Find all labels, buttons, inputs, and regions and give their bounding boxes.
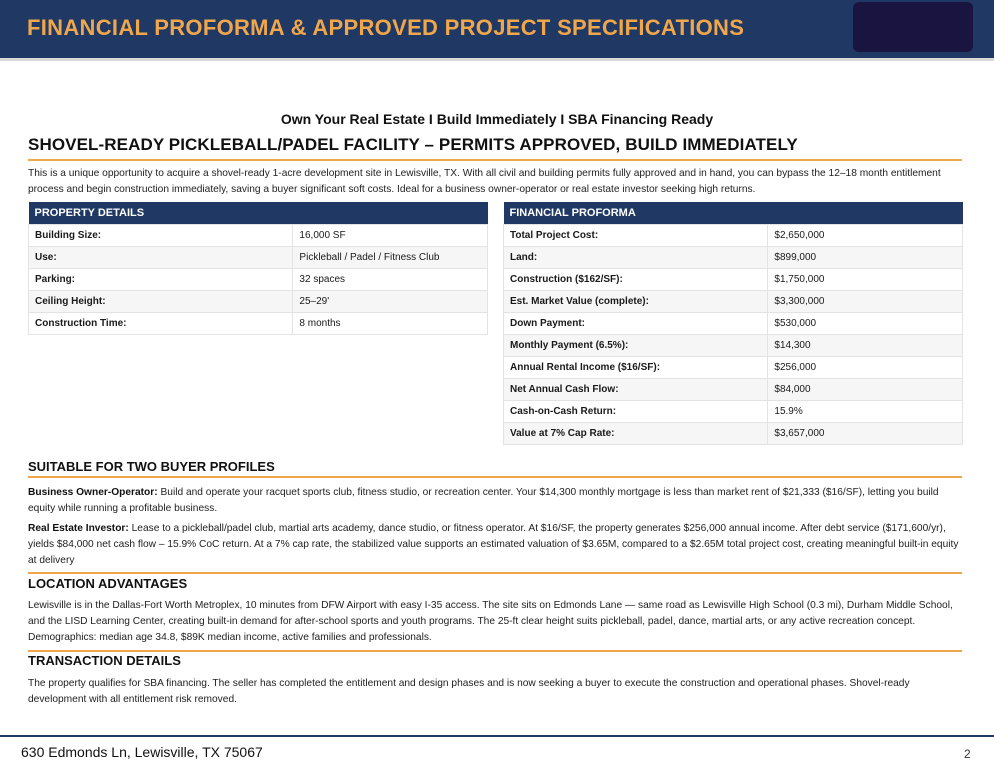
table-row <box>29 291 488 313</box>
location-paragraph: Lewisville is in the Dallas-Fort Worth Metroplex, 10 minutes from DFW Airport with easy I-35 access. The site sits on Edmonds Lane — same road as Lewisville High School (0.3 mi), Durham Middle School, and the LISD Learning Center, creating built-in demand for after-school sports and youth programs. The 25-ft clear height suits pickleball, padel, dance, martial arts, or any active recreation concept. Demographics: median age 34.8, $89K median income, active families and professionals. <box>28 600 953 643</box>
row-value: 25–29' <box>293 291 488 313</box>
investor-text: Lease to a pickleball/padel club, martial arts academy, dance studio, or fitness operator. At $16/SF, the property generates $256,000 annual income. After debt service ($171,600/yr), yields $84,000 net cash flow – 15.9% CoC return. At a 7% cap rate, the stabilized value supports an estimated valuation of $3.65M, compared to a $2.65M total project cost, creating meaningful built-in equity at delivery <box>28 523 959 566</box>
row-label: Est. Market Value (complete): <box>504 291 768 313</box>
row-value: Pickleball / Padel / Fitness Club <box>293 247 488 269</box>
investor-label: Real Estate Investor: <box>28 523 129 534</box>
divider <box>28 650 962 652</box>
table-row <box>504 423 963 445</box>
table-row <box>504 247 963 269</box>
page-number: 2 <box>964 747 971 761</box>
section-title-transaction: TRANSACTION DETAILS <box>28 653 181 668</box>
footer-divider <box>0 735 994 737</box>
row-label: Ceiling Height: <box>29 291 293 313</box>
tagline: Own Your Real Estate I Build Immediately I SBA Financing Ready <box>280 111 714 127</box>
table-row <box>29 247 488 269</box>
table-header: PROPERTY DETAILS <box>29 202 488 225</box>
row-value: $530,000 <box>768 313 963 335</box>
row-value: $1,750,000 <box>768 269 963 291</box>
section-title-buyer-profiles: SUITABLE FOR TWO BUYER PROFILES <box>28 459 275 474</box>
row-value: $3,657,000 <box>768 423 963 445</box>
row-label: Net Annual Cash Flow: <box>504 379 768 401</box>
owner-operator-paragraph <box>28 485 960 517</box>
divider <box>28 476 962 478</box>
section-title-location: LOCATION ADVANTAGES <box>28 576 188 591</box>
financial-proforma-table <box>503 202 963 445</box>
row-label: Parking: <box>29 269 293 291</box>
row-label: Total Project Cost: <box>504 225 768 247</box>
intro-paragraph: This is a unique opportunity to acquire a shovel-ready 1-acre development site in Lewisville, TX. With all civil and building permits fully approved and in hand, you can bypass the 12–18 month entitlement process and begin construction immediately, saving a buyer significant soft costs. Ideal for a business owner-operator or real estate investor seeking high returns. <box>28 168 941 195</box>
table-row <box>29 313 488 335</box>
row-label: Value at 7% Cap Rate: <box>504 423 768 445</box>
property-details-table <box>28 202 488 335</box>
row-value: 15.9% <box>768 401 963 423</box>
transaction-paragraph: The property qualifies for SBA financing. The seller has completed the entitlement and design phases and is now seeking a buyer to execute the construction and operational phases. Shovel-ready development with all entitlement risk removed. <box>28 678 910 705</box>
row-label: Land: <box>504 247 768 269</box>
footer-address: 630 Edmonds Ln, Lewisville, TX 75067 <box>21 744 263 760</box>
header-bar <box>0 0 994 58</box>
table-row <box>504 313 963 335</box>
row-value: 32 spaces <box>293 269 488 291</box>
row-value: $256,000 <box>768 357 963 379</box>
row-label: Down Payment: <box>504 313 768 335</box>
owner-operator-text: Build and operate your racquet sports club, fitness studio, or recreation center. Your $14,300 monthly mortgage is less than market rent of $21,333 ($16/SF), letting you build equity while running a profitable business. <box>28 487 939 514</box>
header-divider <box>0 58 994 61</box>
row-label: Annual Rental Income ($16/SF): <box>504 357 768 379</box>
table-row <box>29 269 488 291</box>
table-row <box>504 225 963 247</box>
row-label: Monthly Payment (6.5%): <box>504 335 768 357</box>
row-value: $899,000 <box>768 247 963 269</box>
divider <box>28 572 962 574</box>
row-value: $3,300,000 <box>768 291 963 313</box>
row-label: Construction ($162/SF): <box>504 269 768 291</box>
page-title: FINANCIAL PROFORMA & APPROVED PROJECT SPECIFICATIONS <box>27 15 745 40</box>
row-value: $84,000 <box>768 379 963 401</box>
table-row <box>504 291 963 313</box>
logo <box>853 2 973 52</box>
table-row <box>504 401 963 423</box>
table-header: FINANCIAL PROFORMA <box>504 202 963 225</box>
row-label: Construction Time: <box>29 313 293 335</box>
row-value: 8 months <box>293 313 488 335</box>
table-row <box>504 357 963 379</box>
table-row <box>504 379 963 401</box>
row-value: $2,650,000 <box>768 225 963 247</box>
row-value: $14,300 <box>768 335 963 357</box>
table-row <box>504 269 963 291</box>
main-heading: SHOVEL-READY PICKLEBALL/PADEL FACILITY – PERMITS APPROVED, BUILD IMMEDIATELY <box>28 135 798 154</box>
owner-operator-label: Business Owner-Operator: <box>28 487 158 498</box>
divider <box>28 159 962 161</box>
row-label: Building Size: <box>29 225 293 247</box>
row-label: Use: <box>29 247 293 269</box>
row-value: 16,000 SF <box>293 225 488 247</box>
table-row <box>29 225 488 247</box>
investor-paragraph <box>28 521 960 569</box>
row-label: Cash-on-Cash Return: <box>504 401 768 423</box>
table-row <box>504 335 963 357</box>
